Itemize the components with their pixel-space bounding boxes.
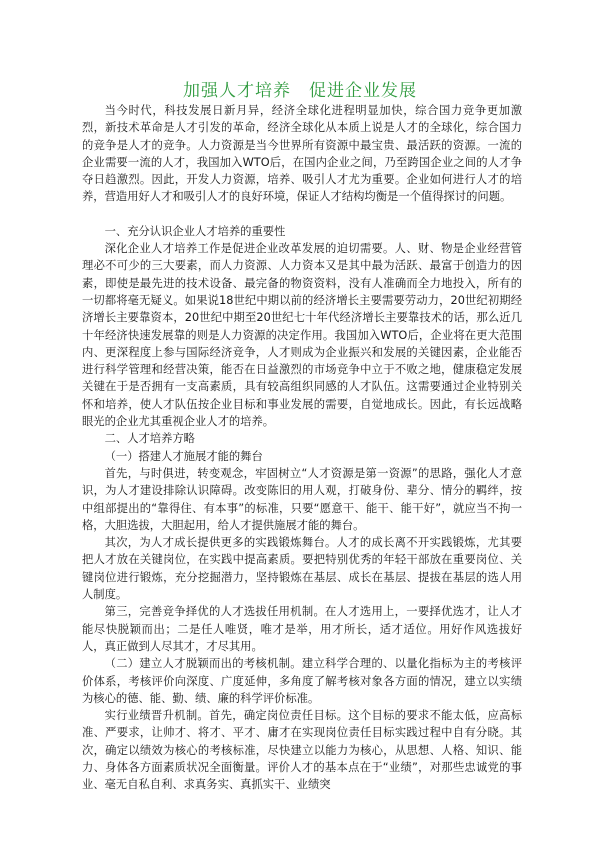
- section-heading-importance: 一、充分认识企业人才培养的重要性: [104, 224, 286, 238]
- paragraph-performance: 实行业绩晋升机制。首先，确定岗位责任目标。这个目标的要求不能太低，应高标准、严要求，让帅才、将才、平才、庸才在实现岗位责任目标实践过程中自有分晓。其次，确定以绩效为核心的考核标准，尽快建立以能力为核心，从思想、人格、知识、能力、身体各方面素质状况全面衡量。评价人才的基本点在于“业绩”，对那些忠诚党的事业、毫无自私自利、求真务实、真抓实干、业绩突: [82, 709, 522, 792]
- intro-paragraph: 当今时代，科技发展日新月异，经济全球化进程明显加快，综合国力竞争更加激烈，新技术革命是人才引发的革命，经济全球化从本质上说是人才的全球化，综合国力的竞争是人才的竞争。人力资源是当今世界所有资源中最宝贵、最活跃的资源。一流的企业需要一流的人才，我国加入WTO后，在国内企业之间，乃至跨国企业之间的人才争夺日趋激烈。因此，开发人力资源，培养、吸引人才尤为重要。企业如何进行人才的培养，营造用好人才和吸引人才的良好环境，保证人才结构均衡是一个值得探讨的问题。: [82, 104, 522, 204]
- document-body: [82, 102, 522, 794]
- paragraph-concept: 首先，与时俱进，转变观念，牢固树立“人才资源是第一资源”的思路，强化人才意识，为人才建设排除认识障碍。改变陈旧的用人观，打破身份、辈分、情分的羁绊，按中组部提出的“靠得住、有本事”的标准，只要“愿意干、能干、能干好”，就应当不拘一格，大胆选拔，大胆起用，给人才提供施展才能的舞台。: [82, 466, 522, 532]
- document-title: 加强人才培养 促进企业发展: [183, 81, 417, 101]
- section-heading-strategy: 二、人才培养方略: [104, 432, 195, 446]
- paragraph-practice: 其次，为人才成长提供更多的实践锻炼舞台。人才的成长离不开实践锻炼，尤其要把人才放在关键岗位，在实践中提高素质。要把特别优秀的年轻干部放在重要岗位、关键岗位进行锻炼，充分挖掘潜力，坚持锻炼在基层、成长在基层、提拔在基层的选人用人制度。: [82, 536, 522, 602]
- subsection-heading-stage: （一）搭建人才施展才能的舞台: [104, 449, 263, 463]
- subsection-heading-assessment: （二）建立人才脱颖而出的考核机制。建立科学合理的、以量化指标为主的考核评价体系，考核评价向深度、广度延伸，多角度了解考核对象各方面的情况，建立以实绩为核心的德、能、勤、绩、廉的科学评价标准。: [82, 657, 522, 705]
- section-paragraph-importance: 深化企业人才培养工作是促进企业改革发展的迫切需要。人、财、物是企业经营管理必不可少的三大要素，而人力资源、人力资本又是其中最为活跃、最富于创造力的因素，即使是最先进的技术设备、最完备的物资资料，没有人准确而全力地投入，所有的一切都将毫无疑义。如果说18世纪中期以前的经济增长主要需要劳动力，20世纪初期经济增长主要靠资本，20世纪中期至20世纪七十年代经济增长主要靠技术的话，那么近几十年经济快速发展靠的则是人力资源的决定作用。我国加入WTO后，企业将在更大范围内、更深程度上参与国际经济竞争，人才则成为企业振兴和发展的关键因素，企业能否进行科学管理和经营决策，能否在日益激烈的市场竞争中立于不败之地，健康稳定发展关键在于是否拥有一支高素质，具有较高组织同感的人才队伍。这需要通过企业特别关怀和培养，使人才队伍按企业目标和事业发展的需要，自觉地成长。因此，有长远战略眼光的企业尤其重视企业人才的培养。: [82, 242, 522, 429]
- paragraph-selection: 第三，完善竞争择优的人才选拔任用机制。在人才选用上，一要择优选才，让人才能尽快脱颖而出；二是任人唯贤，唯才是举，用才所长，适才适位。用好作风选拔好人，真正做到人尽其才，才尽其用。: [82, 605, 522, 653]
